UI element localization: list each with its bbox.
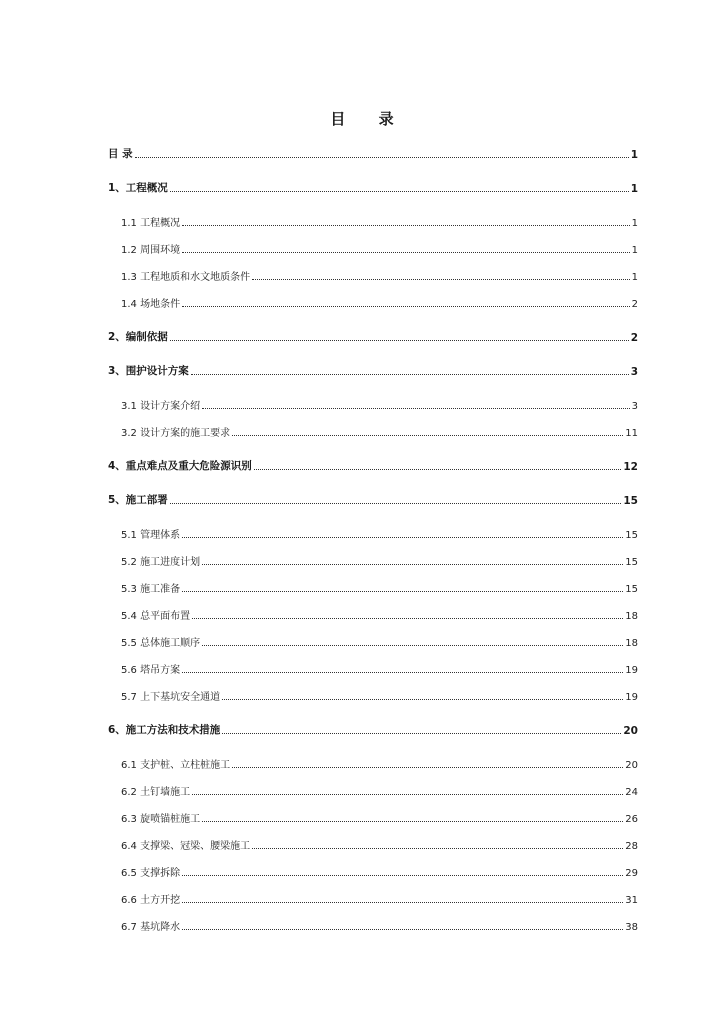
toc-entry-label: 6.5 支撑拆除 [121,868,181,879]
toc-entry-page: 3 [631,401,638,412]
toc-entry[interactable] [121,240,638,256]
toc-entry-label: 5.5 总体施工顺序 [121,638,201,649]
toc-entry[interactable] [121,423,638,439]
toc-entry-label: 6.1 支护桩、立柱桩施工 [121,760,231,771]
toc-entry-label: 1.3 工程地质和水文地质条件 [121,272,251,283]
dot-leader [222,699,623,700]
dot-leader [202,564,623,565]
toc-entry-page: 15 [625,530,638,541]
toc-entry-label: 1.2 周围环境 [121,245,181,256]
toc-entry[interactable] [121,525,638,541]
toc-entry-label: 3、围护设计方案 [108,365,189,377]
toc-entry-label: 6.7 基坑降水 [121,922,181,933]
toc-entry-page: 1 [631,218,638,229]
dot-leader [192,794,623,795]
toc-entry-page: 20 [623,725,638,737]
toc-entry[interactable] [108,491,638,507]
toc-entry-label: 6.3 旋喷锚桩施工 [121,814,201,825]
toc-entry[interactable] [121,917,638,933]
dot-leader [182,537,623,538]
dot-leader [135,157,629,158]
toc-entry[interactable] [108,179,638,195]
toc-entry-page: 12 [623,461,638,473]
toc-entry-label: 6.4 支撑梁、冠梁、腰梁施工 [121,841,251,852]
toc-entry[interactable] [121,863,638,879]
toc-entry[interactable] [121,687,638,703]
dot-leader [252,848,623,849]
dot-leader [191,374,629,375]
dot-leader [202,821,623,822]
dot-leader [222,733,621,734]
toc-entry[interactable] [121,755,638,771]
toc-entry-label: 5.3 施工准备 [121,584,181,595]
dot-leader [182,225,630,226]
toc-entry-page: 24 [625,787,638,798]
toc-entry-page: 11 [625,428,638,439]
toc-entry[interactable] [121,294,638,310]
dot-leader [202,408,630,409]
toc-entry-label: 1.4 场地条件 [121,299,181,310]
toc-entry-page: 38 [625,922,638,933]
toc-entry-page: 15 [625,584,638,595]
toc-entry[interactable] [108,145,638,161]
toc-entry-page: 28 [625,841,638,852]
dot-leader [170,340,629,341]
toc-entry-label: 5、施工部署 [108,494,168,506]
toc-entry[interactable] [121,660,638,676]
toc-entry[interactable] [121,836,638,852]
toc-entry-label: 5.4 总平面布置 [121,611,191,622]
toc-entry-label: 1.1 工程概况 [121,218,181,229]
dot-leader [192,618,623,619]
toc-entry[interactable] [121,633,638,649]
dot-leader [252,279,630,280]
toc-entry[interactable] [121,213,638,229]
toc-entry-label: 5.6 塔吊方案 [121,665,181,676]
toc-entry-page: 2 [630,332,638,344]
toc-entry-label: 2、编制依据 [108,331,168,343]
toc-entry-label: 4、重点难点及重大危险源识别 [108,460,252,472]
toc-entry-label: 3.2 设计方案的施工要求 [121,428,231,439]
dot-leader [182,672,623,673]
toc-entry[interactable] [121,606,638,622]
toc-entry[interactable] [121,579,638,595]
toc-entry-page: 20 [625,760,638,771]
toc-entry-page: 29 [625,868,638,879]
toc-entry-page: 15 [625,557,638,568]
dot-leader [182,902,623,903]
toc-entry-label: 6.6 土方开挖 [121,895,181,906]
toc-entry-page: 1 [630,183,638,195]
toc-entry[interactable] [121,782,638,798]
toc-entry-page: 15 [623,495,638,507]
toc-entry-label: 5.7 上下基坑安全通道 [121,692,221,703]
toc-entry[interactable] [121,809,638,825]
toc-entry-page: 18 [625,611,638,622]
dot-leader [232,435,623,436]
toc-entry-page: 3 [630,366,638,378]
toc-entry-page: 19 [625,692,638,703]
dot-leader [254,469,622,470]
toc-entry[interactable] [108,362,638,378]
toc-entry-label: 1、工程概况 [108,182,168,194]
dot-leader [182,306,630,307]
toc-entry[interactable] [108,721,638,737]
toc-entry-page: 2 [631,299,638,310]
toc-entry[interactable] [121,396,638,412]
toc-entry[interactable] [121,267,638,283]
dot-leader [170,503,622,504]
dot-leader [182,252,630,253]
toc-entry-page: 31 [625,895,638,906]
toc-entry-page: 26 [625,814,638,825]
toc-entry-page: 1 [631,245,638,256]
toc-entry[interactable] [108,328,638,344]
dot-leader [202,645,623,646]
toc-entry-page: 18 [625,638,638,649]
dot-leader [182,929,623,930]
dot-leader [170,191,629,192]
toc-title: 目 录 [330,110,408,128]
toc-entry-label: 5.1 管理体系 [121,530,181,541]
toc-entry-page: 19 [625,665,638,676]
dot-leader [232,767,623,768]
toc-entry-label: 5.2 施工进度计划 [121,557,201,568]
toc-entry-page: 1 [630,149,638,161]
toc-entry-page: 1 [631,272,638,283]
toc-entry-label: 目 录 [108,148,133,160]
toc-entry-label: 6、施工方法和技术措施 [108,724,221,736]
toc-entry-label: 6.2 土钉墙施工 [121,787,191,798]
toc-entry[interactable] [108,457,638,473]
toc-entry[interactable] [121,890,638,906]
dot-leader [182,591,623,592]
dot-leader [182,875,623,876]
toc-entry[interactable] [121,552,638,568]
toc-entry-label: 3.1 设计方案介绍 [121,401,201,412]
